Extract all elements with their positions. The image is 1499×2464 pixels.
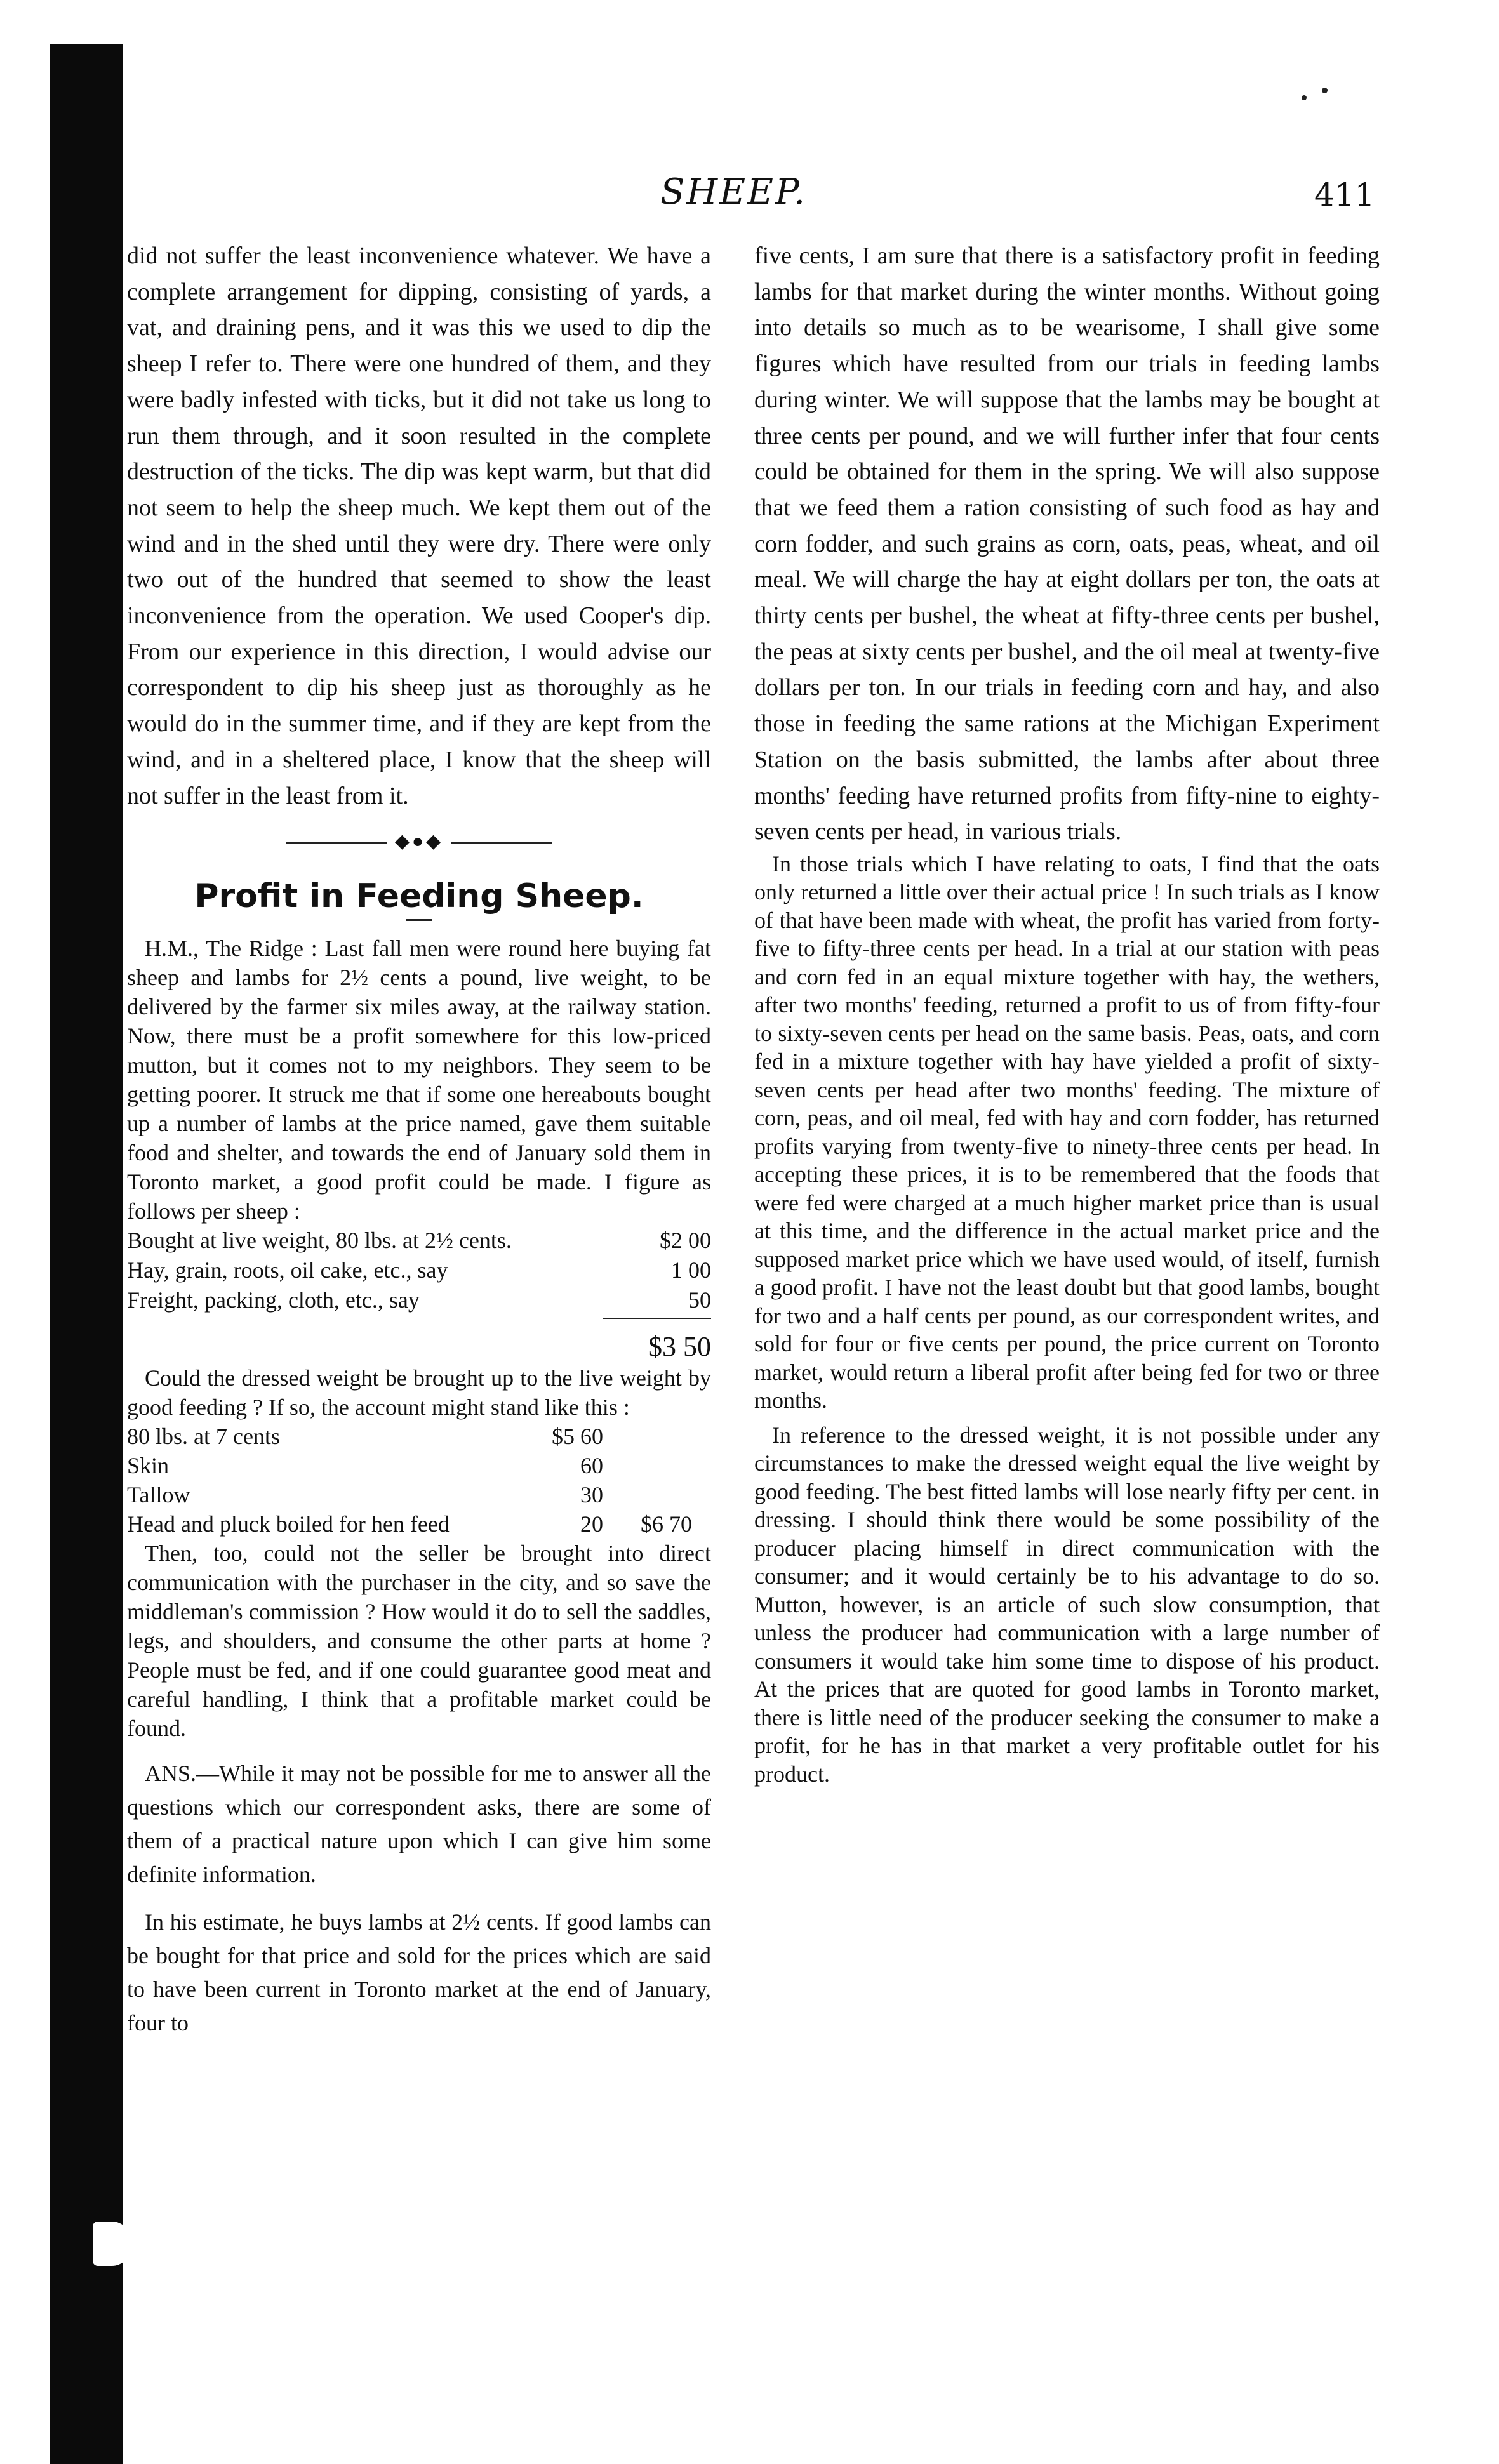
ledger-label: Hay, grain, roots, oil cake, etc., say	[127, 1257, 448, 1283]
ledger-amount: 50	[688, 1287, 711, 1313]
ledger-total-amount: $3 50	[648, 1331, 711, 1363]
cost-ledger	[127, 1226, 711, 1363]
section-title: Profit in Feeding Sheep.	[194, 877, 644, 916]
ledger-amount: 1 00	[671, 1257, 711, 1283]
ledger-amount: $2 00	[660, 1228, 711, 1254]
ledger-amount: 30	[580, 1482, 603, 1508]
ledger-total-amount	[603, 1480, 692, 1509]
right-paragraph-three: In reference to the dressed weight, it is not possible under any circumstances to make the dressed weight equal the live weight by good feeding. The best fitted lambs will lose nearly fifty per cent. in dressing. I should think there would be some possibility of the producer placing himself in direct communication with the consumer; and it would certainly be to his advantage to do so. Mutton, however, is an article of such slow consumption, that unless the producer had communication with a large number of consumers it would take him some time to dispose of his product. At the prices that are quoted for good lambs in Toronto market, there is little need of the producer seeking the consumer to make a profit, for he has in that market a very profitable outlet for his product.	[754, 1422, 1380, 1787]
ledger-label: Skin	[127, 1453, 170, 1479]
ledger-amount: $5 60	[552, 1424, 603, 1450]
ledger-label: Tallow	[127, 1482, 190, 1508]
returns-ledger	[127, 1422, 711, 1539]
ledger-row	[127, 1480, 711, 1509]
ledger-label: Head and pluck boiled for hen feed	[127, 1511, 450, 1537]
ledger-row	[127, 1226, 711, 1255]
page-number: 411	[1314, 176, 1375, 213]
right-paragraph-one: five cents, I am sure that there is a satisfactory profit in feeding lambs for that market during the winter months. Without going into details so much as to be wearisome, I shall give some figures which have resulted from our trials in feeding lambs during winter. We will suppose that the lambs may be bought at three cents per pound, and we will further infer that four cents could be obtained for them in the spring. We will also suppose that we feed them a ration consisting of such food as hay and corn fodder, and such grains as corn, oats, peas, wheat, and oil meal. We will charge the hay at eight dollars per ton, the oats at thirty cents per bushel, the wheat at fifty-three cents per bushel, the peas at sixty cents per bushel, and the oil meal at twenty-five dollars per ton. In our trials in feeding corn and hay, and also those in feeding the same rations at the Michigan Experiment Station on the basis submitted, the lambs after about three months' feeding have returned profits from fifty-nine to eighty-seven cents per head, in various trials.	[754, 242, 1380, 845]
right-paragraph-two: In those trials which I have relating to oats, I find that the oats only returned a little over their actual price ! In such trials as I know of that have been made with wheat, the profit has varied from forty-five to fifty-three cents per head. In a trial at our station with peas and corn fed in an equal mixture together with hay, the wethers, after two months' feeding, returned a profit to us of from fifty-four to sixty-seven cents per head on the same basis. Peas, oats, and corn fed in a mixture together with hay have yielded a profit of sixty-seven cents per head after two months' feeding. The mixture of corn, peas, and oil meal, fed with hay and corn fodder, has returned profits varying from twenty-five to ninety-three cents per head. In accepting these prices, it is to be remembered that the foods that were fed were charged at a much higher market price than is usual at this time, and the difference in the actual market price and the supposed market price which we have used would, of itself, furnish a good profit. I have not the least doubt but that good lambs, bought for two and a half cents per pound, as our correspondent writes, and sold for four or five cents per pound, the price current on Toronto market, would return a liberal profit after being fed for two or three months.	[754, 851, 1380, 1414]
ledger-total-amount	[603, 1422, 692, 1451]
ledger-total-amount: $6 70	[641, 1511, 692, 1537]
ledger-row	[127, 1285, 711, 1315]
answer-continue: In his estimate, he buys lambs at 2½ cents. If good lambs can be bought for that price and sold for the prices which are said to have been current in Toronto market at the end of January, four to	[127, 1909, 711, 2036]
ledger-row	[127, 1509, 711, 1539]
ledger-total	[127, 1330, 711, 1363]
ledger-amount: 60	[580, 1453, 603, 1479]
ledger-total-rule	[603, 1318, 711, 1319]
page-binding-edge	[50, 44, 123, 2464]
ledger-row	[127, 1255, 711, 1285]
letter-close: Then, too, could not the seller be brought into direct communication with the purchaser in the city, and so save the middleman's commission ? How would it do to sell the saddles, legs, and shoulders, and consume the other parts at home ? People must be fed, and if one could guarantee good meat and careful handling, I think that a profitable market could be found.	[127, 1540, 711, 1742]
opening-paragraph: did not suffer the least inconvenience whatever. We have a complete arrangement for dipping, consisting of yards, a vat, and draining pens, and it was this we used to dip the sheep I refer to. There were one hundred of them, and they were badly infested with ticks, but it did not take us long to run them through, and it soon resulted in the complete destruction of the ticks. The dip was kept warm, but that did not seem to help the sheep much. We kept them out of the wind and in the shed until they were dry. There were only two out of the hundred that seemed to show the least inconvenience from the operation. We used Cooper's dip. From our experience in this direction, I would advise our correspondent to dip his sheep just as thoroughly as he would do in the summer time, and if they are kept from the wind, and in a sheltered place, I know that the sheep will not suffer in the least from it.	[127, 242, 711, 809]
title-dash	[406, 919, 432, 921]
left-column	[127, 238, 711, 2040]
section-divider-ornament	[286, 831, 552, 852]
running-head: SHEEP.	[660, 171, 808, 213]
ledger-row	[127, 1451, 711, 1480]
ledger-total-amount	[603, 1451, 692, 1480]
answer-intro: ANS.—While it may not be possible for me to answer all the questions which our correspondent asks, there are some of them of a practical nature upon which I can give him some definite information.	[127, 1761, 711, 1888]
binding-notch	[93, 2222, 131, 2266]
ledger-label: 80 lbs. at 7 cents	[127, 1424, 280, 1450]
ledger-label: Freight, packing, cloth, etc., say	[127, 1287, 420, 1313]
ledger-row	[127, 1422, 711, 1451]
ledger-amount: 20	[580, 1511, 603, 1537]
question-paragraph: Could the dressed weight be brought up to the live weight by good feeding ? If so, the account might stand like this :	[127, 1365, 711, 1421]
diamond-ornament-icon: ◆●◆	[387, 830, 451, 852]
right-column	[754, 238, 1380, 1788]
letter-intro: H.M., The Ridge : Last fall men were round here buying fat sheep and lambs for 2½ cents a pound, live weight, to be delivered by the farmer six miles away, at the railway station. Now, there must be a profit somewhere for this low-priced mutton, but it comes not to my neighbors. They seem to be getting poorer. It struck me that if some one hereabouts bought up a number of lambs at the price named, gave them suitable food and shelter, and towards the end of January sold them in Toronto market, a good profit could be made. I figure as follows per sheep :	[127, 936, 711, 1224]
ledger-label: Bought at live weight, 80 lbs. at 2½ cents.	[127, 1228, 512, 1254]
ink-speck	[1302, 95, 1307, 100]
ink-speck	[1322, 88, 1328, 93]
